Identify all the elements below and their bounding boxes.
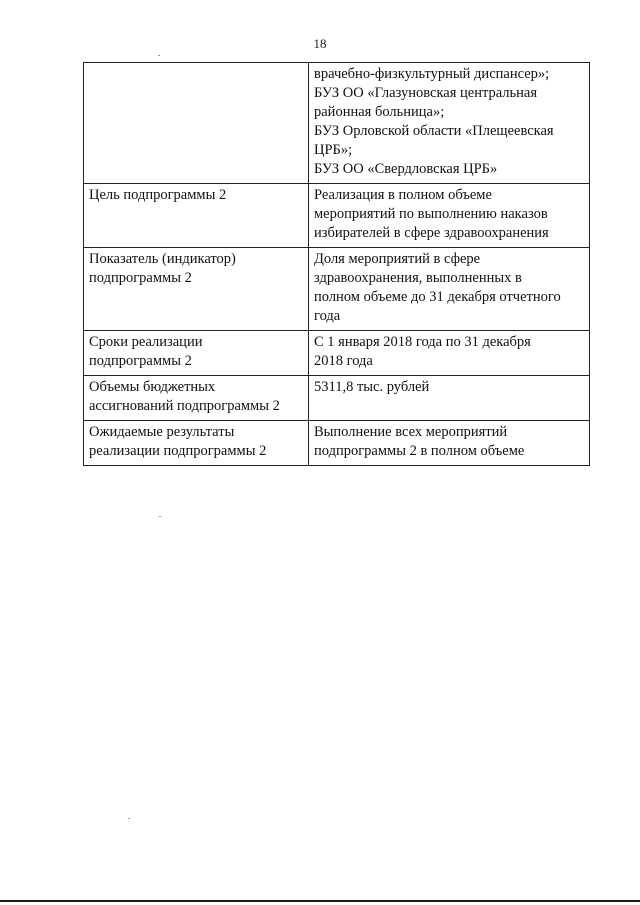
row-label (84, 248, 309, 331)
row-value (309, 376, 590, 421)
row-label-text: Ожидаемые результаты реализации подпрограммы 2 (89, 424, 267, 459)
row-value-line: года (314, 308, 341, 324)
row-value (309, 184, 590, 248)
row-value-line: Реализация в полном объеме (314, 187, 492, 203)
row-value-line: БУЗ ОО «Свердловская ЦРБ» (314, 161, 498, 177)
row-value-line: БУЗ Орловской области «Плещеевская (314, 123, 554, 139)
row-value-line: Доля мероприятий в сфере (314, 251, 481, 267)
row-label-text: Цель подпрограммы 2 (89, 187, 227, 203)
scan-speck (158, 55, 160, 56)
row-label-text: Показатель (индикатор) подпрограммы 2 (89, 251, 236, 286)
subprogram-passport-table (83, 62, 590, 466)
row-value-line: врачебно-физкультурный диспансер»; (314, 66, 550, 82)
table-row (84, 248, 590, 331)
row-value (309, 63, 590, 184)
row-value-line: подпрограммы 2 в полном объеме (314, 443, 525, 459)
row-label (84, 331, 309, 376)
table-row (84, 376, 590, 421)
row-value-line: БУЗ ОО «Глазуновская центральная (314, 85, 537, 101)
row-value-line: мероприятий по выполнению наказов (314, 206, 548, 222)
table-row (84, 184, 590, 248)
scan-speck (128, 818, 130, 819)
row-label (84, 63, 309, 184)
row-label-text: Сроки реализации подпрограммы 2 (89, 334, 203, 369)
row-value (309, 248, 590, 331)
row-label (84, 184, 309, 248)
row-value-line: 2018 года (314, 353, 373, 369)
row-label-text: Объемы бюджетных ассигнований подпрограммы 2 (89, 379, 280, 414)
row-value-line: полном объеме до 31 декабря отчетного (314, 289, 561, 305)
row-value-line: здравоохранения, выполненных в (314, 270, 522, 286)
row-value-line: Выполнение всех мероприятий (314, 424, 508, 440)
row-value-line: избирателей в сфере здравоохранения (314, 225, 549, 241)
row-value-line: С 1 января 2018 года по 31 декабря (314, 334, 531, 350)
row-value (309, 331, 590, 376)
scan-speck (159, 516, 161, 517)
row-label (84, 421, 309, 466)
table-row (84, 331, 590, 376)
row-value-line: районная больница»; (314, 104, 445, 120)
table-row (84, 63, 590, 184)
page-number: 18 (313, 36, 327, 51)
row-label (84, 376, 309, 421)
row-value-line: 5311,8 тыс. рублей (314, 379, 430, 395)
scan-bottom-edge (0, 900, 640, 902)
row-value (309, 421, 590, 466)
table-row (84, 421, 590, 466)
row-value-line: ЦРБ»; (314, 142, 353, 158)
